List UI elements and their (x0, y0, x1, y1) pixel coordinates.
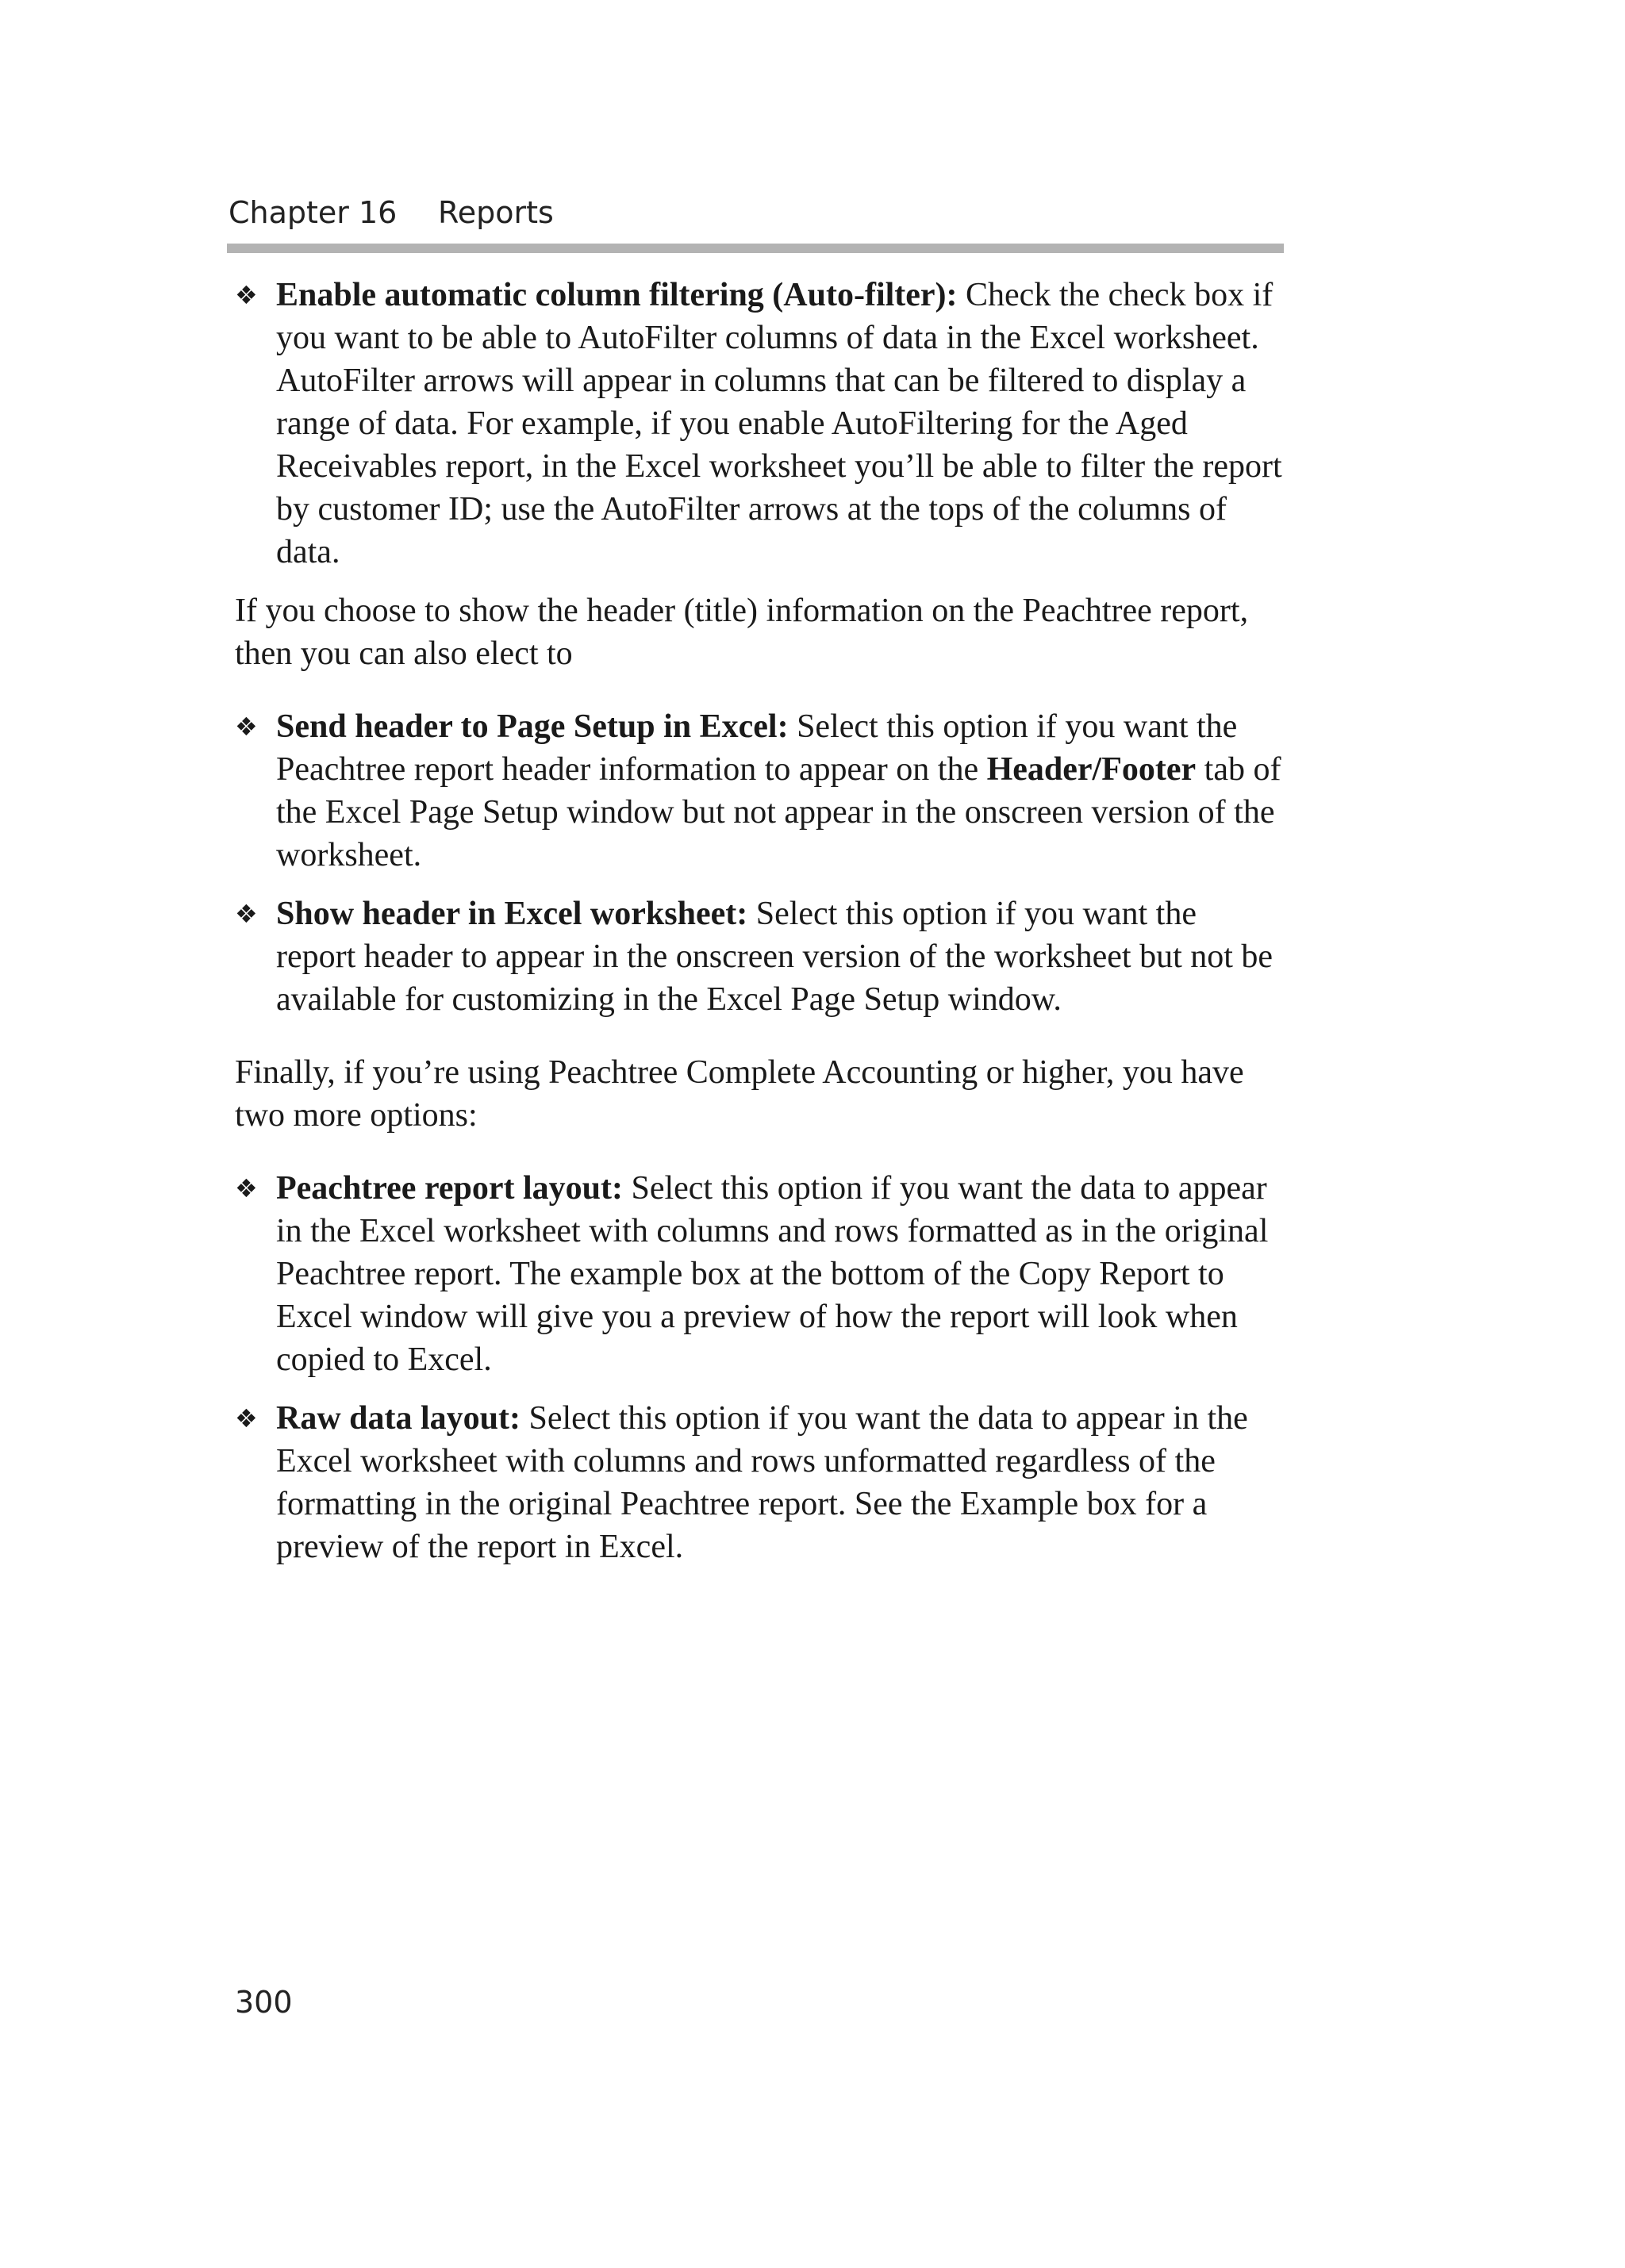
section-label: Reports (438, 195, 554, 230)
bullet-term: Raw data layout: (276, 1400, 521, 1437)
page-number: 300 (235, 1985, 293, 2020)
bullet-emphasis: Header/Footer (986, 751, 1197, 788)
running-head (229, 194, 1282, 232)
bullet-term: Peachtree report layout: (276, 1170, 623, 1207)
bullet-text-after: tab of the Excel Page Setup window but not appear in the onscreen version of the worksheet. (276, 751, 1281, 873)
bullet-term: Send header to Page Setup in Excel: (276, 708, 789, 745)
bullet-diamond-icon: ❖ (235, 280, 258, 310)
paragraph-header-intro: If you choose to show the header (title) information on the Peachtree report, then you can also elect to (235, 593, 1249, 672)
bullet-send-header (235, 705, 1282, 877)
header-rule (227, 244, 1284, 253)
chapter-label: Chapter 16 (229, 195, 398, 230)
paragraph-finally: Finally, if you’re using Peachtree Complete Accounting or higher, you have two more options: (235, 1054, 1244, 1134)
bullet-text: Select this option if you want the data to appear in the Excel worksheet with columns and rows unformatted regardless of the formatting in the original Peachtree report. See the Example box for a preview of the report in Excel. (276, 1400, 1248, 1565)
bullet-peachtree-layout (235, 1167, 1282, 1381)
bullet-diamond-icon: ❖ (235, 899, 258, 929)
bullet-term: Enable automatic column filtering (Auto-filter): (276, 277, 958, 313)
bullet-text: Check the check box if you want to be able to AutoFilter columns of data in the Excel worksheet. AutoFilter arrows will appear in columns that can be filtered to display a range of data. For example, if you enable AutoFiltering for the Aged Receivables report, in the Excel worksheet you’ll be able to filter the report by customer ID; use the AutoFilter arrows at the tops of the columns of data. (276, 277, 1282, 570)
bullet-auto-filter (235, 274, 1282, 574)
bullet-text: Select this option if you want the report header to appear in the onscreen version of the worksheet but not be available for customizing in the Excel Page Setup window. (276, 896, 1273, 1018)
bullet-diamond-icon: ❖ (235, 712, 258, 742)
bullet-term: Show header in Excel worksheet: (276, 896, 748, 932)
bullet-diamond-icon: ❖ (235, 1173, 258, 1203)
bullet-text: Select this option if you want the data to appear in the Excel worksheet with columns and rows formatted as in the original Peachtree report. The example box at the bottom of the Copy Report to Excel window will give you a preview of how the report will look when copied to Excel. (276, 1170, 1269, 1378)
page-body (235, 274, 1282, 1584)
bullet-raw-layout (235, 1397, 1282, 1568)
bullet-show-header (235, 892, 1282, 1021)
bullet-text: Select this option if you want the Peachtree report header information to appear on the (276, 708, 1238, 788)
bullet-diamond-icon: ❖ (235, 1403, 258, 1433)
